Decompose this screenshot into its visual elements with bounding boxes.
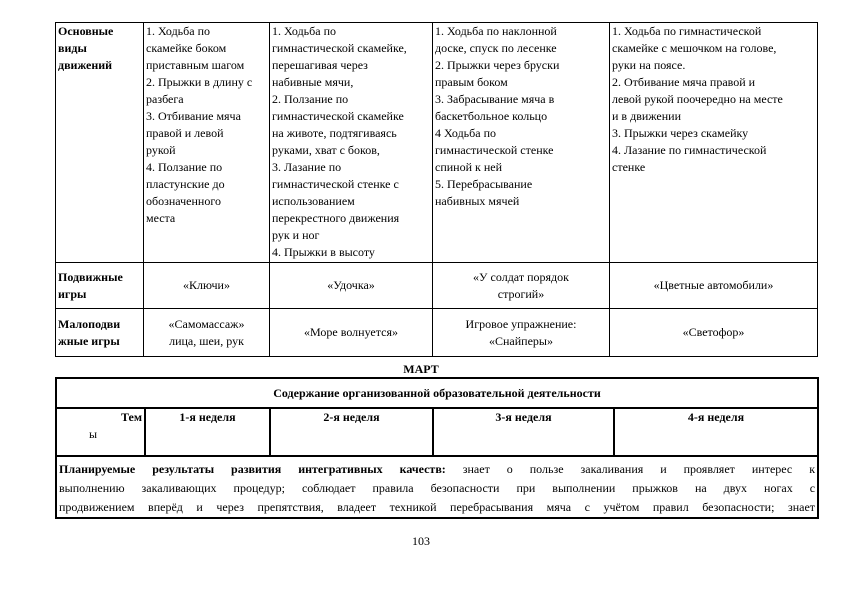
text-line: перешагивая через [272,58,368,72]
text-line: места [146,211,176,225]
text-line: 1. Ходьба по гимнастической [612,24,762,38]
week-1-low-mobility-game [144,309,270,357]
row-low-mobility-games [56,309,818,357]
week-3-low-mobility-game [433,309,610,357]
text-line: руками, хват с боков, [272,143,380,157]
text-line: Подвижные [58,269,123,284]
text-line: набивные мячи, [272,75,354,89]
row-basic-movements [56,23,818,263]
topics-label: Тем ы [56,408,145,456]
text-line: 2. Отбивание мяча правой и [612,75,756,89]
week-2-header: 2-я неделя [270,408,433,456]
text-line: стенке [612,160,646,174]
week-2-low-mobility-game [270,309,433,357]
row-label-low-mobility-games [56,309,144,357]
text-line: и в движении [612,109,682,123]
text-line: 5. Перебрасывание [435,177,533,191]
text-line: правым боком [435,75,508,89]
week-4-header: 4-я неделя [614,408,818,456]
text-line: «Светофор» [682,325,745,339]
text-line: 2. Прыжки в длину с [146,75,253,89]
text-line: гимнастической стенке [435,143,554,157]
text-line: 3. Отбивание мяча [146,109,241,123]
text-line: Малоподви [58,316,121,331]
text-line: 4. Прыжки в высоту [272,245,375,259]
text-line: скамейке с мешочком на голове, [612,41,777,55]
text-line: правой и левой [146,126,224,140]
text-line: «У солдат порядок [473,269,569,284]
text-line: игры [58,286,87,301]
text-line: 1. Ходьба по [146,24,210,38]
text-line: использованием [272,194,355,208]
text-line: гимнастической скамейке [272,109,404,123]
activity-content-table [55,377,819,519]
text-line: «Море волнуется» [304,325,398,339]
text-line: руки на поясе. [612,58,686,72]
text-line: «Снайперы» [489,333,553,348]
text-line: доске, спуск по лесенке [435,41,557,55]
text-line: пластунские до [146,177,225,191]
text-line: гимнастической стенке с [272,177,399,191]
text-line: разбега [146,92,184,106]
week-4-low-mobility-game [610,309,818,357]
week-4-movements [610,23,818,263]
text-line: 3. Прыжки через скамейку [612,126,749,140]
movements-table [55,22,818,357]
week-1-active-game [144,263,270,309]
text-line: «Удочка» [327,278,375,292]
week-3-header: 3-я неделя [433,408,614,456]
text-line: левой рукой поочередно на месте [612,92,783,106]
text-line: 3. Забрасывание мяча в [435,92,555,106]
text-line: рук и ног [272,228,320,242]
text-line: 1. Ходьба по наклонной [435,24,557,38]
text-line: Игровое упражнение: [465,316,577,331]
text-line: на животе, подтягиваясь [272,126,397,140]
text-line: строгий» [497,286,545,301]
text-line: 2. Ползание по [272,92,349,106]
planned-results-row [56,456,818,518]
week-1-header: 1-я неделя [145,408,270,456]
week-4-active-game [610,263,818,309]
week-3-movements [433,23,610,263]
week-2-movements [270,23,433,263]
text-line: приставным шагом [146,58,245,72]
text-line: скамейке боком [146,41,227,55]
week-header-row [56,408,818,456]
planned-results-lead: Планируемые результаты развития интегративных качеств: [59,462,446,476]
text-line: обозначенного [146,194,221,208]
text-line: 4. Ползание по [146,160,223,174]
text-line: движений [58,58,113,72]
text-line: 4 Ходьба по [435,126,496,140]
text-line: перекрестного движения [272,211,400,225]
week-2-active-game [270,263,433,309]
text-line: лица, шеи, рук [169,333,244,348]
row-active-games [56,263,818,309]
text-line: 1. Ходьба по [272,24,336,38]
text-line: 4. Лазание по гимнастической [612,143,767,157]
week-3-active-game [433,263,610,309]
text-line: 3. Лазание по [272,160,342,174]
section-title: Содержание организованной образовательной деятельности [56,378,818,408]
row-label-active-games [56,263,144,309]
text-line: жные игры [58,333,120,348]
planned-results: Планируемые результаты развития интегративных качеств: знает о пользе закаливания и проявляет интерес к выполнению закаливающих процедур; соблюдает правила безопасности при выполнении прыжков на двух ногах с продвижением вперёд и через препятствия, владеет техникой перебрасывания мяча с учётом правил безопасности; знает [56,456,818,518]
text-line: гимнастической скамейке, [272,41,407,55]
text-line: «Ключи» [183,278,230,292]
text-line: «Самомассаж» [168,316,245,331]
text-line: рукой [146,143,176,157]
text-line: «Цветные автомобили» [653,278,774,292]
text-line: виды [58,41,87,55]
row-label-basic-movements [56,23,144,263]
month-title: МАРТ [403,362,439,376]
text-line: спиной к ней [435,160,503,174]
text-line: Основные [58,24,114,38]
week-1-movements [144,23,270,263]
text-line: баскетбольное кольцо [435,109,548,123]
text-line: 2. Прыжки через бруски [435,58,560,72]
page-number: 103 [412,534,430,548]
text-line: набивных мячей [435,194,520,208]
